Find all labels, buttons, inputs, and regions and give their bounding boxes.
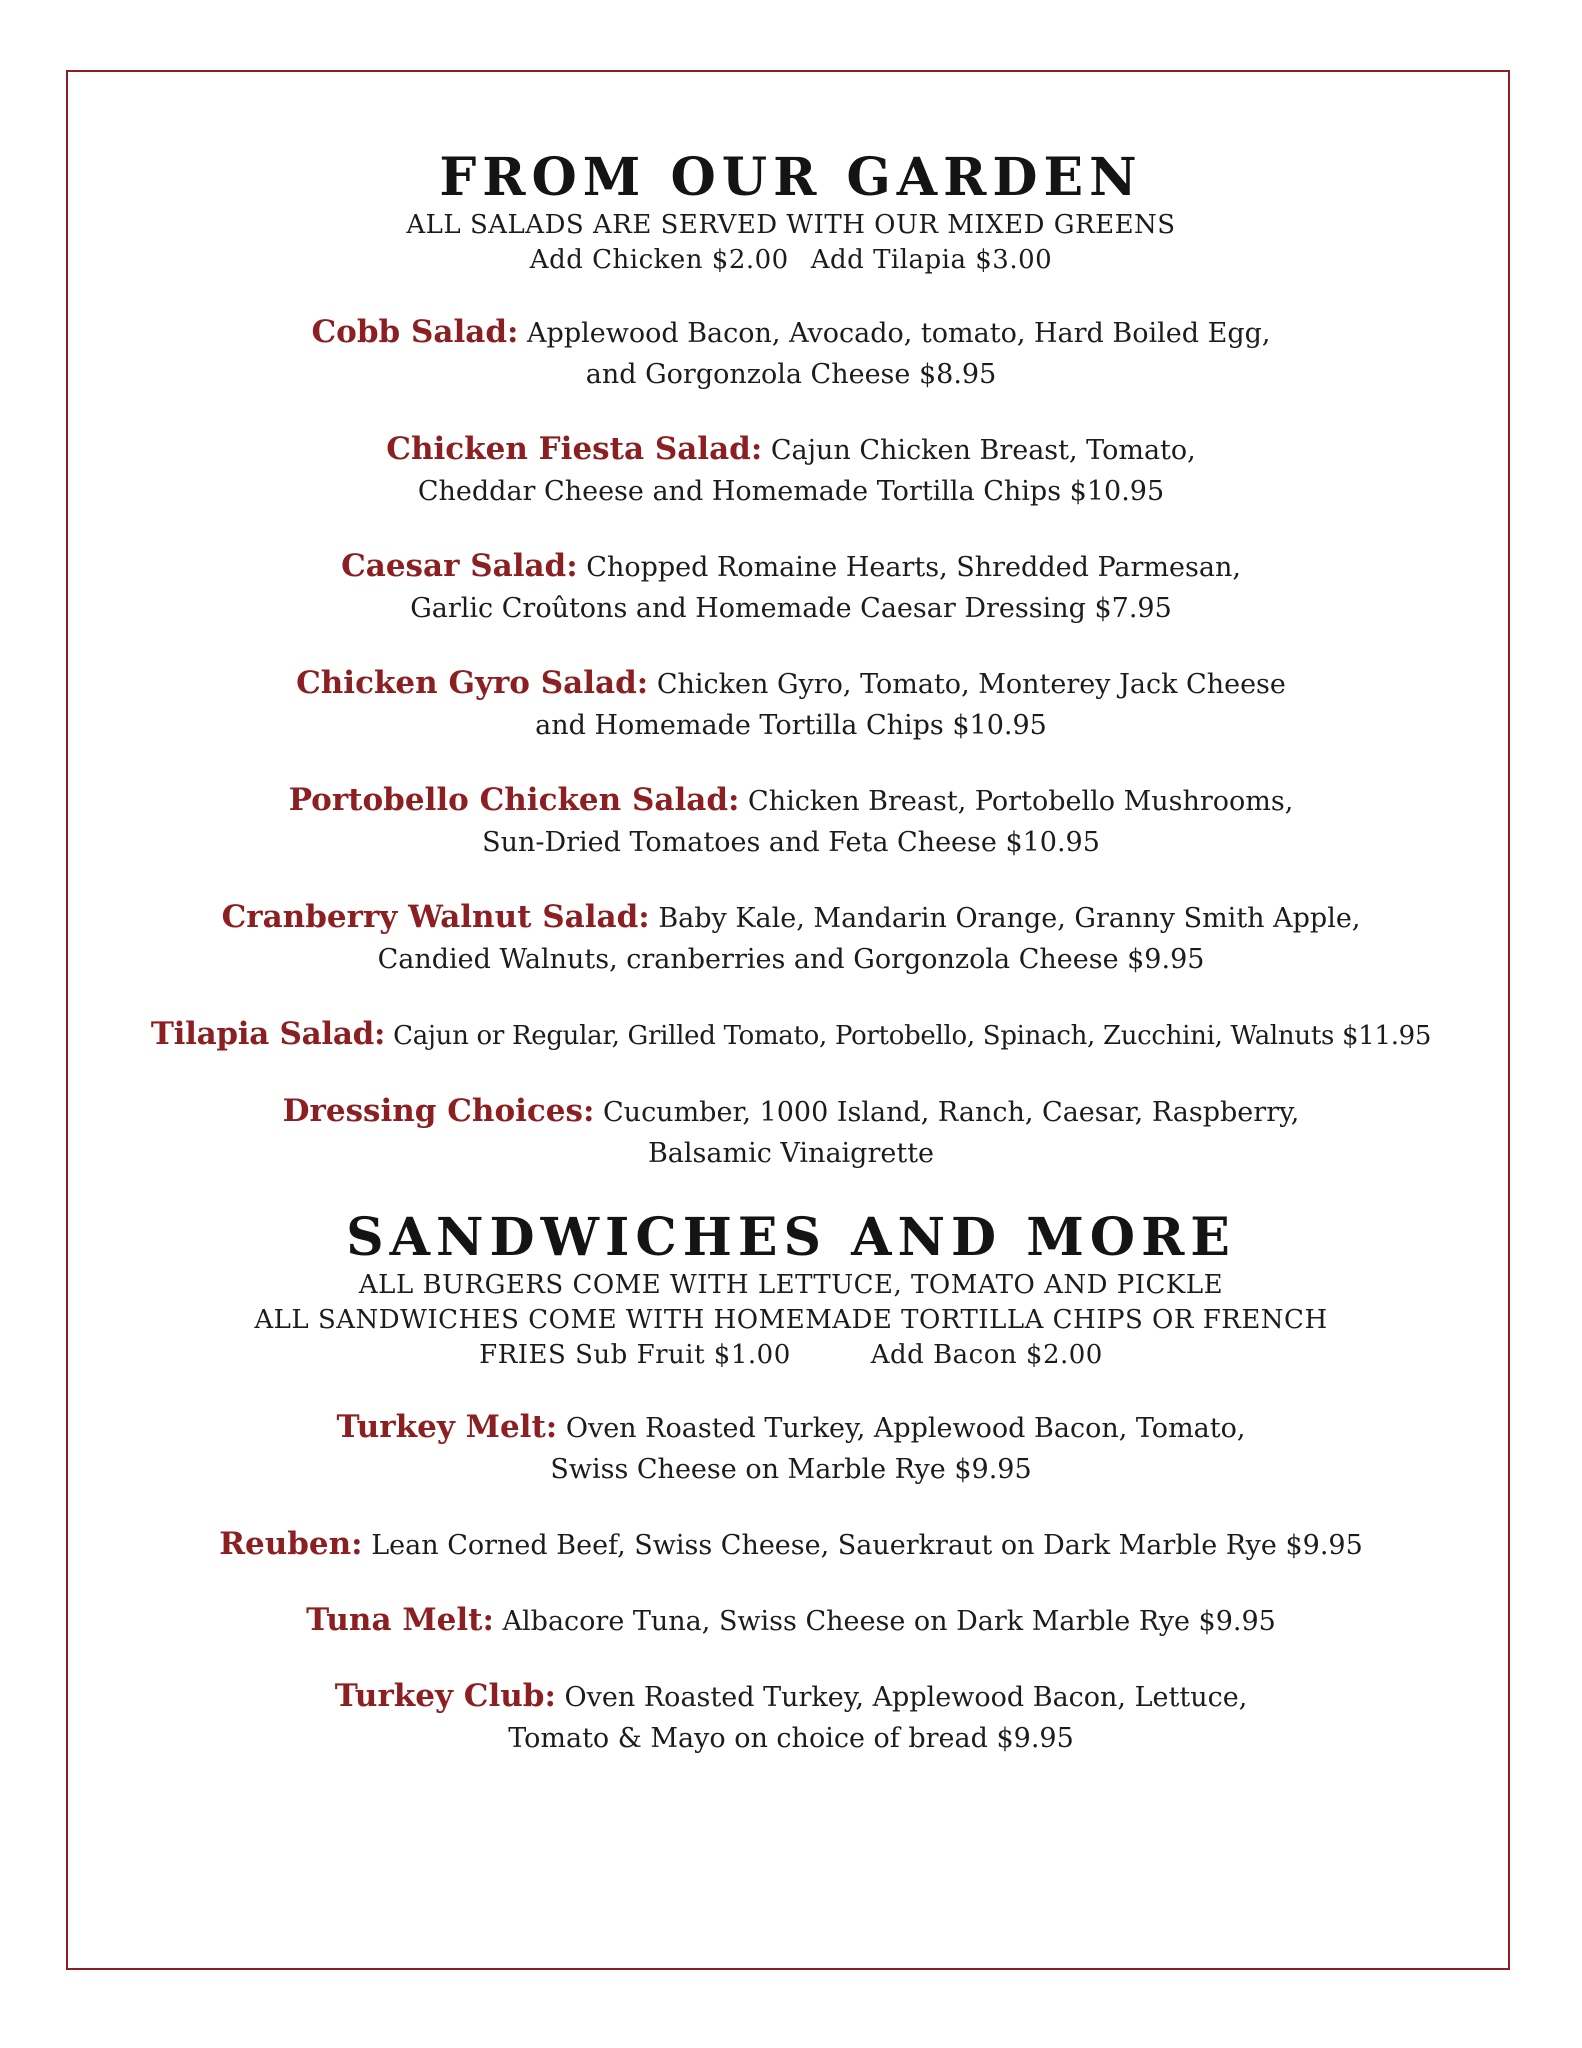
- menu-item-reuben: [0, 1524, 1582, 1566]
- fries-sub-fruit: FRIES Sub Fruit $1.00: [479, 1340, 791, 1370]
- sandwiches-subtitle-sides: ALL SANDWICHES COME WITH HOMEMADE TORTILLA CHIPS OR FRENCH: [254, 1305, 1328, 1335]
- item-desc: Lean Corned Beef, Swiss Cheese, Sauerkraut on Dark Marble Rye $9.95: [371, 1530, 1363, 1561]
- item-desc: Chicken Gyro, Tomato, Monterey Jack Cheese: [656, 669, 1286, 700]
- item-name: Tuna Melt:: [306, 1602, 494, 1638]
- item-name: Cranberry Walnut Salad:: [221, 899, 650, 935]
- menu-page: [0, 148, 1582, 1759]
- item-desc: Cucumber, 1000 Island, Ranch, Caesar, Raspberry,: [603, 1097, 1300, 1128]
- menu-item-tuna-melt: [0, 1600, 1582, 1642]
- item-name: Chicken Fiesta Salad:: [386, 431, 763, 467]
- menu-item-chicken-fiesta-salad: [0, 429, 1582, 512]
- item-desc: Oven Roasted Turkey, Applewood Bacon, Lettuce,: [564, 1682, 1248, 1713]
- menu-item-turkey-melt: [0, 1407, 1582, 1490]
- item-name: Portobello Chicken Salad:: [288, 782, 740, 818]
- item-desc: Sun-Dried Tomatoes and Feta Cheese $10.95: [482, 827, 1100, 858]
- item-name: Turkey Club:: [334, 1678, 556, 1714]
- garden-addons: [0, 243, 1582, 278]
- menu-item-turkey-club: [0, 1676, 1582, 1759]
- item-desc: Applewood Bacon, Avocado, tomato, Hard Boiled Egg,: [527, 318, 1271, 349]
- item-desc: Tomato & Mayo on choice of bread $9.95: [508, 1723, 1074, 1754]
- item-name: Caesar Salad:: [341, 548, 578, 584]
- item-name: Reuben:: [219, 1526, 363, 1562]
- garden-title: FROM OUR GARDEN: [439, 147, 1143, 208]
- sandwiches-addons: [0, 1338, 1582, 1373]
- menu-item-caesar-salad: [0, 546, 1582, 629]
- item-desc: Garlic Croûtons and Homemade Caesar Dressing $7.95: [410, 593, 1172, 624]
- item-desc: Baby Kale, Mandarin Orange, Granny Smith Apple,: [658, 903, 1361, 934]
- garden-subtitle: ALL SALADS ARE SERVED WITH OUR MIXED GREENS: [406, 210, 1176, 240]
- item-desc: and Homemade Tortilla Chips $10.95: [535, 710, 1047, 741]
- item-name: Cobb Salad:: [311, 314, 519, 350]
- menu-item-tilapia-salad: [0, 1014, 1582, 1057]
- add-bacon: Add Bacon $2.00: [870, 1340, 1103, 1370]
- item-desc: Chopped Romaine Hearts, Shredded Parmesan,: [586, 552, 1241, 583]
- add-tilapia: Add Tilapia $3.00: [810, 245, 1053, 275]
- item-desc: Oven Roasted Turkey, Applewood Bacon, Tomato,: [565, 1413, 1246, 1444]
- menu-item-dressing-choices: [0, 1091, 1582, 1174]
- menu-item-cobb-salad: [0, 312, 1582, 395]
- item-name: Turkey Melt:: [336, 1409, 558, 1445]
- item-name: Chicken Gyro Salad:: [296, 665, 649, 701]
- item-desc: Cajun or Regular, Grilled Tomato, Portobello, Spinach, Zucchini, Walnuts $11.95: [393, 1021, 1432, 1051]
- sandwiches-title: SANDWICHES AND MORE: [346, 1207, 1236, 1268]
- item-desc: Cheddar Cheese and Homemade Tortilla Chips $10.95: [417, 476, 1165, 507]
- item-desc: Balsamic Vinaigrette: [647, 1138, 935, 1169]
- add-chicken: Add Chicken $2.00: [529, 245, 789, 275]
- item-desc: Cajun Chicken Breast, Tomato,: [770, 435, 1196, 466]
- menu-item-portobello-chicken-salad: [0, 780, 1582, 863]
- item-name: Tilapia Salad:: [150, 1016, 386, 1052]
- menu-item-cranberry-walnut-salad: [0, 897, 1582, 980]
- item-name: Dressing Choices:: [282, 1093, 595, 1129]
- item-desc: Candied Walnuts, cranberries and Gorgonzola Cheese $9.95: [377, 944, 1205, 975]
- item-desc: Chicken Breast, Portobello Mushrooms,: [748, 786, 1294, 817]
- item-desc: Albacore Tuna, Swiss Cheese on Dark Marble Rye $9.95: [502, 1606, 1276, 1637]
- item-desc: and Gorgonzola Cheese $8.95: [585, 359, 997, 390]
- item-desc: Swiss Cheese on Marble Rye $9.95: [550, 1454, 1032, 1485]
- sandwiches-subtitle-burgers: ALL BURGERS COME WITH LETTUCE, TOMATO AND PICKLE: [358, 1270, 1224, 1300]
- menu-item-chicken-gyro-salad: [0, 663, 1582, 746]
